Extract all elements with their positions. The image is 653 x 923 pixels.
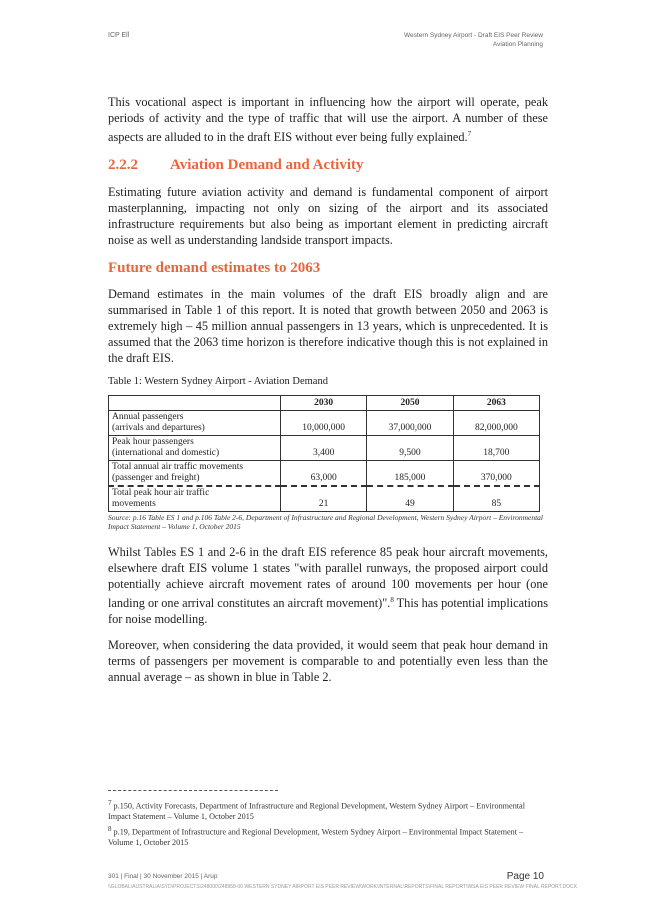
page-number: Page 10 <box>506 871 544 882</box>
table-row <box>109 411 540 436</box>
cell-2050: 185,000 <box>367 461 453 487</box>
whilst-paragraph <box>108 544 548 627</box>
footnote-item <box>108 798 548 823</box>
row-label-line1: Annual passengers <box>112 412 184 423</box>
table-header-row <box>109 396 540 411</box>
cell-2063: 370,000 <box>453 461 539 487</box>
footnote-number: 7 <box>108 799 112 807</box>
cell-2030: 21 <box>281 486 367 512</box>
page-content <box>108 94 548 695</box>
footnote-number: 8 <box>108 824 112 833</box>
row-label-line2: (arrivals and departures) <box>112 423 205 434</box>
row-label-line1: Total peak hour air traffic <box>112 488 210 499</box>
cell-2063: 18,700 <box>453 436 539 461</box>
footnote-text: p.19, Department of Infrastructure and Regional Development, Western Sydney Airport – Environmental Impact Statement – Volume 1, October 2015 <box>108 827 524 847</box>
cell-2050: 37,000,000 <box>367 411 453 436</box>
row-label-line2: (passenger and freight) <box>112 473 200 484</box>
header-left-text: ICP Ell <box>108 32 130 39</box>
section-heading <box>108 157 548 174</box>
footer-file-path: \\GLOBAL\AUSTRALIA\SYD\PROJECTS\248000\248958-00 WESTERN SYDNEY AIRPORT EIS PEER REVIEW\WORK\INTERNAL\REPORTS\FINAL REPORT\WSA EIS PEER REVIEW FINAL REPORT.DOCX <box>108 884 577 890</box>
table-row <box>109 436 540 461</box>
table-source: Source: p.16 Table ES 1 and p.106 Table 2-6, Department of Infrastructure and Regional Development, Western Sydney Airport – Environmental Impact Statement – Volume 1, October 2015 <box>108 513 544 532</box>
header-right-line2: Aviation Planning <box>492 41 543 48</box>
subsection-heading: Future demand estimates to 2063 <box>108 260 321 277</box>
row-label <box>109 411 281 436</box>
table-header-blank <box>109 396 281 411</box>
row-label <box>109 436 281 461</box>
intro-footnote-ref: 7 <box>467 130 472 138</box>
cell-2030: 10,000,000 <box>281 411 367 436</box>
row-label-line1: Peak hour passengers <box>112 437 194 448</box>
header-right-text <box>343 31 543 49</box>
section-number: 2.2.2 <box>108 157 138 174</box>
table-header-2050: 2050 <box>367 396 453 411</box>
table-caption: Table 1: Western Sydney Airport - Aviation Demand <box>108 376 328 388</box>
cell-2030: 63,000 <box>281 461 367 487</box>
whilst-text: Whilst Tables ES 1 and 2-6 in the draft EIS reference 85 peak hour aircraft movements, elsewhere draft EIS volume 1 states "with parallel runways, the proposed airport could potentially achieve aircraft movement rates of around 100 movements per hour (one landing or one arrival constitutes an aircraft movement)". <box>108 545 548 611</box>
table-row <box>109 486 540 512</box>
row-label-line2: movements <box>112 499 156 510</box>
footnote-item <box>108 824 548 849</box>
footnotes <box>108 798 548 849</box>
footnote-text: p.150, Activity Forecasts, Department of Infrastructure and Regional Development, Western Sydney Airport – Environmental Impact Statement – Volume 1, October 2015 <box>108 801 525 822</box>
whilst-footnote-ref: 8 <box>390 596 394 605</box>
section-paragraph: Estimating future aviation activity and demand is fundamental component of airport masterplanning, impacting not only on sizing of the airport and its associated infrastructure requirements but also being as important element in predicting aircraft noise as well as understanding landside transport impacts. <box>108 185 548 248</box>
row-label <box>109 486 281 512</box>
subsection-paragraph: Demand estimates in the main volumes of the draft EIS broadly align and are summarised in Table 1 of this report. It is noted that growth between 2050 and 2063 is extremely high – 45 million annual passengers in 13 years, which is unprecedented. It is assumed that the 2063 time horizon is therefore indicative though this is not explained in the draft EIS. <box>108 287 548 366</box>
table-header-2030: 2030 <box>281 396 367 411</box>
moreover-paragraph: Moreover, when considering the data provided, it would seem that peak hour demand in terms of passengers per movement is comparable to and potentially even less than the annual average – as shown in blue in Table 2. <box>108 638 548 685</box>
demand-table <box>108 395 540 512</box>
header-right-line1: Western Sydney Airport - Draft EIS Peer Review <box>404 32 543 39</box>
intro-paragraph <box>108 94 548 145</box>
row-label-line1: Total annual air traffic movements <box>112 462 244 473</box>
table-header-2063: 2063 <box>453 396 539 411</box>
footnote-divider <box>108 790 278 791</box>
whilst-tail: This has potential implications for noise modelling. <box>108 596 548 627</box>
section-title: Aviation Demand and Activity <box>170 157 364 174</box>
cell-2063: 85 <box>453 486 539 512</box>
intro-text: This vocational aspect is important in influencing how the airport will operate, peak periods of activity and the type of traffic that will use the airport. A number of these aspects are alluded to in the draft EIS without ever being fully explained. <box>108 95 548 145</box>
row-label-line2: (international and domestic) <box>112 448 220 459</box>
row-label <box>109 461 281 487</box>
table-row <box>109 461 540 487</box>
cell-2050: 9,500 <box>367 436 453 461</box>
cell-2063: 82,000,000 <box>453 411 539 436</box>
footer-left-text: 301 | Final | 30 November 2015 | Arup <box>108 873 218 880</box>
cell-2030: 3,400 <box>281 436 367 461</box>
cell-2050: 49 <box>367 486 453 512</box>
